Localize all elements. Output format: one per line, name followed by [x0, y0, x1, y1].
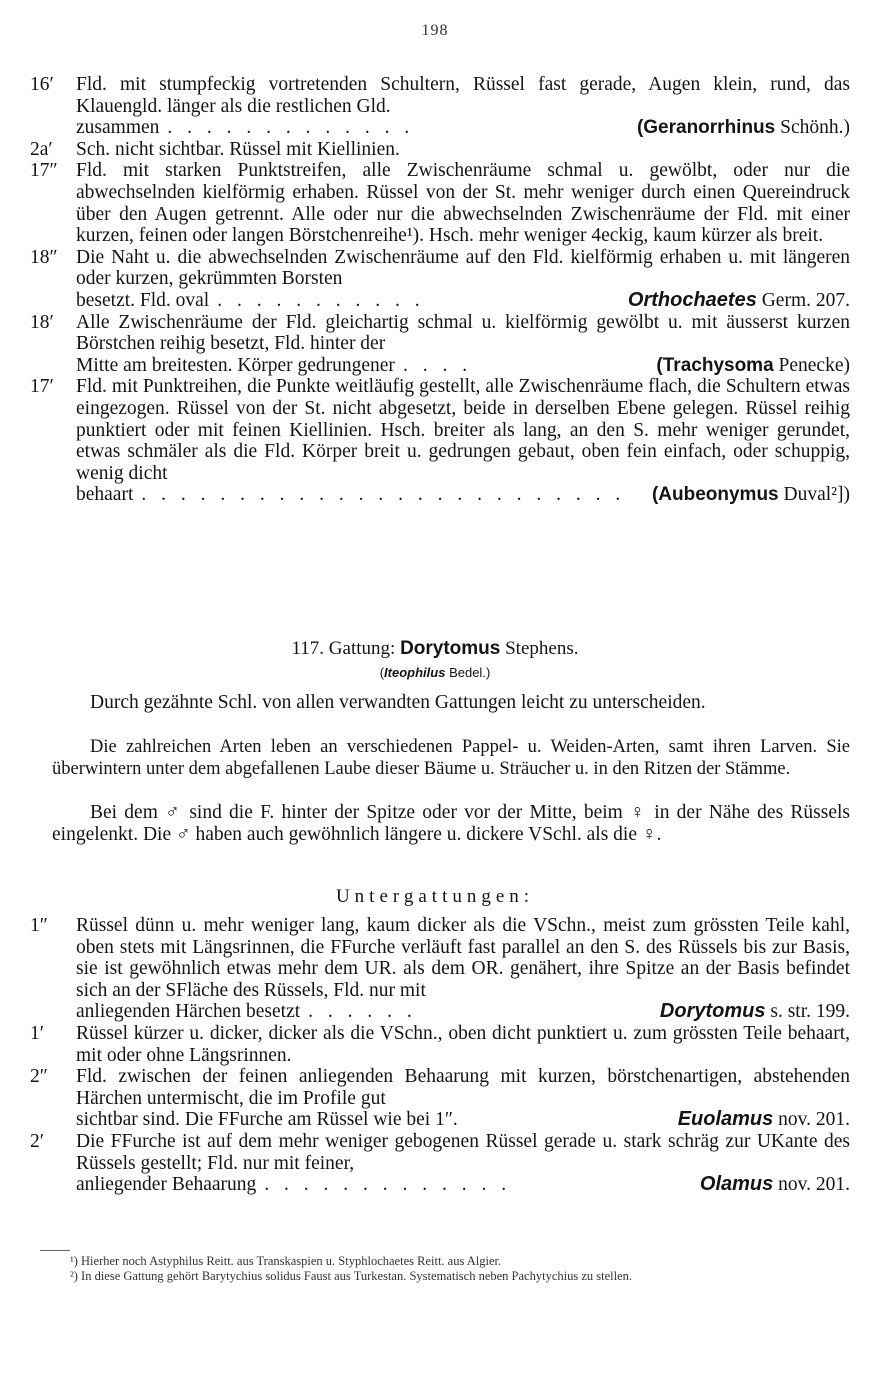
intro-paragraph: Durch gezähnte Schl. von allen verwandten Gattungen leicht zu unterscheiden. — [90, 692, 706, 713]
genus-name: Euolamus — [677, 1108, 774, 1131]
key-entry — [30, 376, 850, 506]
entry-lead-line — [76, 1109, 850, 1131]
genus-author: Penecke) — [778, 354, 850, 376]
entry-number: 2a′ — [30, 138, 53, 160]
entry-number: 18′ — [30, 311, 54, 333]
leader-dots: . . . . . . — [308, 1001, 417, 1023]
entry-text: Fld. mit starken Punktstreifen, alle Zwischenräume schmal u. gewölbt, oder nur die abwechselnden kielförmig erhaben. Rüssel von der St. mehr weniger durch einen Quereindruck über den Augen getrennt. Alle oder nur die abwechselnden Zwischenräume der Fld. mit einer kurzen, feinen oder langen Börstchenreihe¹). Hsch. mehr weniger 4eckig, kaum kürzer als breit. — [76, 160, 850, 247]
key-top — [30, 74, 850, 506]
synonym-author: Bedel. — [449, 665, 486, 680]
entry-text: Die Naht u. die abwechselnden Zwischenräume auf den Fld. kielförmig erhaben u. mit längeren oder kurzen, gekrümmten Borsten — [76, 246, 850, 290]
lead-word: zusammen — [76, 117, 160, 139]
genus-heading-prefix: 117. Gattung: — [291, 638, 396, 659]
key-entry — [30, 312, 850, 377]
entry-number: 17′ — [30, 376, 54, 398]
entry-number: 1″ — [30, 915, 48, 936]
genus-name: Orthochaetes — [627, 288, 757, 311]
genus-name: (Aubeonymus — [651, 484, 779, 506]
key-bottom — [30, 915, 850, 1196]
intro-paragraph: Bei dem ♂ sind die F. hinter der Spitze oder vor der Mitte, beim ♀ in der Nähe des Rüssels eingelenkt. Die ♂ haben auch gewöhnlich längere u. dickere VSchl. als die ♀. — [52, 802, 850, 845]
footnote: ¹) Hierher noch Astyphilus Reitt. aus Transkaspien u. Styphlochaetes Reitt. aus Algier. — [70, 1254, 502, 1268]
genus-author: s. str. 199. — [770, 1001, 850, 1023]
entry-lead-line — [76, 290, 850, 312]
entry-text: Rüssel kürzer u. dicker, dicker als die VSchn., oben dicht punktiert u. zum grössten Teile behaart, mit oder ohne Längsrinnen. — [76, 1022, 850, 1066]
entry-text: Rüssel dünn u. mehr weniger lang, kaum dicker als die VSchn., meist zum grössten Teile kahl, oben stets mit Längsrinnen, die FFurche verläuft fast parallel an den S. des Rüssels bis zur Basis, sie ist gewöhnlich etwas mehr dem UR. als dem OR. genähert, ihre Spitze an der Basis befindet sich an der SFläche des Rüssels, Fld. nur mit — [76, 915, 850, 1001]
lead-word: anliegenden Härchen besetzt — [76, 1001, 301, 1023]
page-number: 198 — [421, 22, 449, 39]
genus-name: Olamus — [699, 1173, 774, 1196]
genus-author: Duval²]) — [783, 484, 850, 506]
footnote: ²) In diese Gattung gehört Barytychius solidus Faust aus Turkestan. Systematisch neben Pachytychius zu stellen. — [70, 1268, 633, 1283]
genus-heading-name: Dorytomus — [400, 638, 501, 659]
leader-dots: . . . . . . . . . . . — [217, 289, 425, 311]
key-entry — [30, 139, 850, 161]
entry-number: 2′ — [30, 1130, 45, 1152]
entry-number: 17″ — [30, 160, 58, 182]
synonym-name: Iteophilus — [384, 665, 446, 680]
lead-word: behaart — [76, 484, 134, 506]
entry-lead-line — [76, 484, 850, 506]
entry-lead-line — [76, 355, 850, 377]
lead-word: sichtbar sind. Die FFurche am Rüssel wie bei 1″. — [76, 1109, 458, 1131]
entry-number: 18″ — [30, 246, 58, 268]
entry-lead-line — [76, 117, 850, 139]
genus-author: Schönh.) — [780, 117, 850, 139]
genus-name: (Geranorrhinus — [636, 117, 776, 139]
entry-text: Fld. zwischen der feinen anliegenden Behaarung mit kurzen, börstchenartigen, abstehenden Härchen untermischt, die im Profile gut — [76, 1066, 850, 1109]
lead-word: anliegender Behaarung — [76, 1174, 257, 1196]
key-entry — [30, 247, 850, 312]
genus-name: (Trachysoma — [656, 354, 774, 376]
leader-dots: . . . . . . . . . . . . . — [264, 1174, 512, 1196]
genus-name: Dorytomus — [659, 1000, 766, 1023]
leader-dots: . . . . — [402, 354, 473, 376]
genus-synonym: (Iteophilus Bedel.) — [379, 665, 491, 680]
genus-author: Germ. 207. — [761, 289, 850, 311]
key-entry — [30, 1066, 850, 1131]
lead-word: besetzt. Fld. oval — [76, 289, 210, 311]
intro-paragraph: Die zahlreichen Arten leben an verschiedenen Pappel- u. Weiden-Arten, samt ihren Larven. Sie überwintern unter dem abgefallenen Laube dieser Bäume u. Sträucher u. in den Ritzen der Stämme. — [52, 737, 850, 779]
footnote-rule — [40, 1250, 70, 1251]
genus-heading — [0, 638, 870, 660]
key-entry — [30, 160, 850, 246]
key-entry — [30, 74, 850, 139]
entry-number: 1′ — [30, 1022, 45, 1044]
leader-dots: . . . . . . . . . . . . . . . . . . . . . . . . . — [141, 484, 626, 506]
entry-number: 2″ — [30, 1066, 48, 1088]
subgenera-heading: Untergattungen: — [335, 886, 535, 907]
entry-text: Fld. mit Punktreihen, die Punkte weitläufig gestellt, alle Zwischenräume flach, die Schultern etwas eingezogen. Rüssel von der St. nicht abgesetzt, beide in derselben Ebene gelegen. Rüssel reihig punktiert oder mit feinen Kiellinien. Hsch. breiter als lang, an den S. mehr weniger gerundet, etwas schmäler als die Fld. Körper breit u. gedrungen gebaut, oben fein einfach, oder schuppig, wenig dicht — [76, 376, 850, 484]
footnotes — [40, 1250, 855, 1283]
entry-text: Die FFurche ist auf dem mehr weniger gebogenen Rüssel gerade u. stark schräg zur UKante des Rüssels gestellt; Fld. nur mit feiner, — [76, 1130, 850, 1174]
lead-word: Mitte am breitesten. Körper gedrungener — [76, 354, 395, 376]
entry-text: Sch. nicht sichtbar. Rüssel mit Kiellinien. — [76, 138, 400, 160]
genus-author: nov. 201. — [778, 1109, 850, 1131]
key-entry — [30, 1131, 850, 1196]
genus-heading-author: Stephens. — [505, 638, 579, 659]
entry-lead-line — [76, 1001, 850, 1023]
leader-dots: . . . . . . . . . . . . . — [167, 117, 415, 139]
key-entry — [30, 1023, 850, 1066]
genus-author: nov. 201. — [778, 1174, 850, 1196]
key-entry — [30, 915, 850, 1023]
entry-text: Fld. mit stumpfeckig vortretenden Schultern, Rüssel fast gerade, Augen klein, rund, das Klauengld. länger als die restlichen Gld. — [76, 74, 850, 117]
entry-text: Alle Zwischenräume der Fld. gleichartig schmal u. kielförmig gewölbt u. mit äusserst kurzen Börstchen reihig besetzt, Fld. hinter der — [76, 311, 850, 355]
entry-lead-line — [76, 1174, 850, 1196]
entry-number: 16′ — [30, 74, 54, 95]
